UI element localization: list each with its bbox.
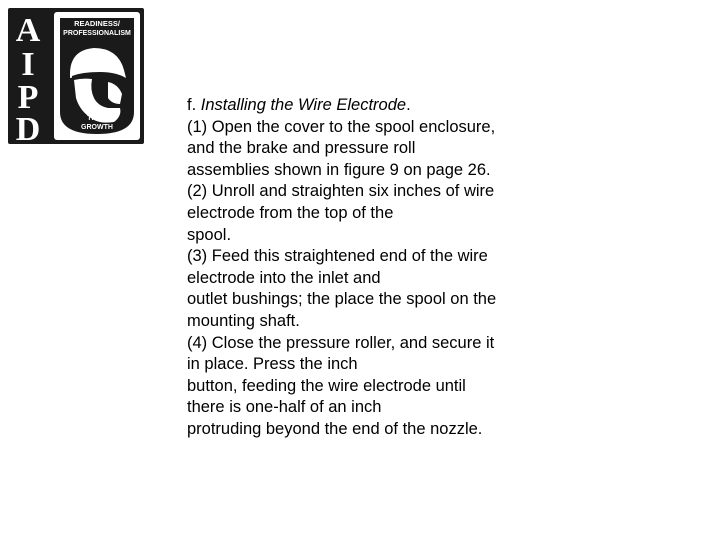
- text-line: (4) Close the pressure roller, and secure it: [187, 333, 495, 352]
- section-heading-prefix: f.: [187, 96, 197, 114]
- text-line: and the brake and pressure roll: [187, 139, 416, 158]
- text-line: (3) Feed this straightened end of the wire: [187, 247, 488, 266]
- text-line: button, feeding the wire electrode until: [187, 376, 466, 395]
- text-line: outlet bushings; the place the spool on the: [187, 290, 497, 309]
- section-heading-title: Installing the Wire Electrode: [200, 96, 407, 114]
- aipd-emblem: [8, 8, 144, 144]
- text-line: there is one-half of an inch: [187, 398, 382, 417]
- aipd-logo: [8, 8, 144, 144]
- text-line: assemblies shown in figure 9 on page 26.: [187, 160, 491, 179]
- text-line: in place. Press the inch: [187, 355, 358, 374]
- logo-bottom-text-2: GROWTH: [81, 124, 113, 131]
- text-line: spool.: [187, 225, 232, 244]
- text-line: protruding beyond the end of the nozzle.: [187, 419, 483, 438]
- logo-letter-a: A: [15, 12, 41, 49]
- section-heading: [187, 95, 527, 117]
- text-line: (1) Open the cover to the spool enclosure,: [187, 117, 496, 136]
- logo-letter-i: I: [21, 46, 35, 83]
- text-line: (2) Unroll and straighten six inches of wire: [187, 182, 495, 201]
- logo-top-text-2: PROFESSIONALISM: [63, 30, 131, 37]
- logo-top-text-1: READINESS/: [74, 19, 120, 28]
- section-heading-period: .: [406, 96, 411, 114]
- logo-bottom-text-1: THRU: [87, 115, 107, 122]
- text-line: electrode from the top of the: [187, 203, 394, 222]
- instruction-text-block: [187, 95, 527, 441]
- text-line: mounting shaft.: [187, 311, 300, 330]
- logo-letter-p: P: [17, 79, 39, 116]
- logo-letter-d: D: [15, 111, 41, 144]
- text-line: electrode into the inlet and: [187, 268, 381, 287]
